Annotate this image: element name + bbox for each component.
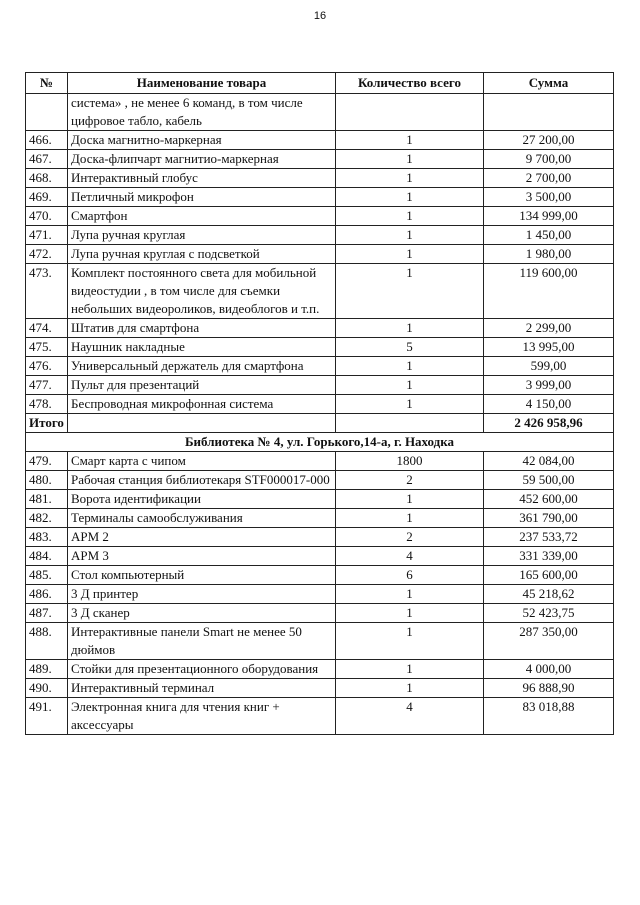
cell-name: Комплект постоянного света для мобильной видеостудии , в том числе для съемки небольших видеороликов, видеоблогов и т.п.: [68, 264, 336, 319]
cell-num: 469.: [26, 188, 68, 207]
cell-sum: 1 450,00: [484, 226, 614, 245]
cell-sum: 96 888,90: [484, 679, 614, 698]
cell-num: 470.: [26, 207, 68, 226]
cell-name: система» , не менее 6 команд, в том числе цифровое табло, кабель: [68, 94, 336, 131]
cell-name: Смарт карта с чипом: [68, 452, 336, 471]
cell-sum: 52 423,75: [484, 604, 614, 623]
cell-sum: 4 150,00: [484, 395, 614, 414]
cell-qty: 1: [336, 319, 484, 338]
cell-qty: 1: [336, 226, 484, 245]
cell-qty: 1800: [336, 452, 484, 471]
table-row: [26, 264, 614, 319]
cell-qty: 1: [336, 509, 484, 528]
total-label: Итого: [26, 414, 68, 433]
cell-num: 468.: [26, 169, 68, 188]
cell-name: Пульт для презентаций: [68, 376, 336, 395]
table-row: [26, 357, 614, 376]
cell-sum: 59 500,00: [484, 471, 614, 490]
cell-name: Доска магнитно-маркерная: [68, 131, 336, 150]
cell-qty: 1: [336, 623, 484, 660]
cell-name: Электронная книга для чтения книг + аксессуары: [68, 698, 336, 735]
cell-sum: 361 790,00: [484, 509, 614, 528]
cell-sum: 3 500,00: [484, 188, 614, 207]
table-row: [26, 547, 614, 566]
cell-qty: 6: [336, 566, 484, 585]
section-row: [26, 433, 614, 452]
cell-sum: 9 700,00: [484, 150, 614, 169]
cell-name: Смартфон: [68, 207, 336, 226]
cell-name: Наушник накладные: [68, 338, 336, 357]
cell-sum: 134 999,00: [484, 207, 614, 226]
header-name: Наименование товара: [68, 73, 336, 94]
cell-name: Стойки для презентационного оборудования: [68, 660, 336, 679]
cell-qty: 1: [336, 150, 484, 169]
table-row: [26, 490, 614, 509]
cell-qty: 1: [336, 264, 484, 319]
cell-num: 478.: [26, 395, 68, 414]
header-sum: Сумма: [484, 73, 614, 94]
cell-name: Доска-флипчарт магнитио-маркерная: [68, 150, 336, 169]
cell-num: 487.: [26, 604, 68, 623]
cell-num: 471.: [26, 226, 68, 245]
cell-num: 472.: [26, 245, 68, 264]
cell-name: Терминалы самообслуживания: [68, 509, 336, 528]
cell-sum: 3 999,00: [484, 376, 614, 395]
cell-num: 473.: [26, 264, 68, 319]
cell-sum: 119 600,00: [484, 264, 614, 319]
table-row: [26, 150, 614, 169]
table-row: [26, 452, 614, 471]
cell-qty: [336, 94, 484, 131]
cell-name: Лупа ручная круглая: [68, 226, 336, 245]
cell-qty: 4: [336, 698, 484, 735]
table-row: [26, 207, 614, 226]
cell-name: [68, 414, 336, 433]
table-row: [26, 338, 614, 357]
cell-qty: 1: [336, 357, 484, 376]
cell-name: Рабочая станция библиотекаря STF000017-000: [68, 471, 336, 490]
table-row: [26, 623, 614, 660]
cell-qty: 1: [336, 395, 484, 414]
table-row: [26, 566, 614, 585]
cell-num: 491.: [26, 698, 68, 735]
cell-num: 476.: [26, 357, 68, 376]
table-row: [26, 169, 614, 188]
cell-name: АРМ 2: [68, 528, 336, 547]
cell-num: 477.: [26, 376, 68, 395]
page-number: 16: [313, 10, 327, 22]
cell-sum: 287 350,00: [484, 623, 614, 660]
cell-num: 481.: [26, 490, 68, 509]
cell-name: 3 Д принтер: [68, 585, 336, 604]
cell-name: Универсальный держатель для смартфона: [68, 357, 336, 376]
cell-sum: 2 299,00: [484, 319, 614, 338]
cell-sum: 45 218,62: [484, 585, 614, 604]
cell-qty: [336, 414, 484, 433]
cell-sum: 83 018,88: [484, 698, 614, 735]
continuation-row: [26, 94, 614, 131]
cell-sum: [484, 94, 614, 131]
cell-qty: 1: [336, 604, 484, 623]
cell-num: 490.: [26, 679, 68, 698]
cell-num: 489.: [26, 660, 68, 679]
cell-name: Интерактивный терминал: [68, 679, 336, 698]
cell-sum: 237 533,72: [484, 528, 614, 547]
table-row: [26, 245, 614, 264]
table-row: [26, 509, 614, 528]
cell-num: [26, 94, 68, 131]
cell-sum: 2 700,00: [484, 169, 614, 188]
cell-sum: 452 600,00: [484, 490, 614, 509]
cell-qty: 1: [336, 490, 484, 509]
cell-name: Петличный микрофон: [68, 188, 336, 207]
cell-qty: 1: [336, 131, 484, 150]
table-row: [26, 226, 614, 245]
cell-num: 475.: [26, 338, 68, 357]
cell-qty: 1: [336, 169, 484, 188]
cell-num: 488.: [26, 623, 68, 660]
header-num: №: [26, 73, 68, 94]
cell-qty: 4: [336, 547, 484, 566]
cell-name: Интерактивный глобус: [68, 169, 336, 188]
cell-name: Ворота идентификации: [68, 490, 336, 509]
table-row: [26, 604, 614, 623]
cell-sum: 599,00: [484, 357, 614, 376]
table-row: [26, 660, 614, 679]
cell-qty: 1: [336, 660, 484, 679]
table-row: [26, 131, 614, 150]
cell-num: 485.: [26, 566, 68, 585]
cell-sum: 4 000,00: [484, 660, 614, 679]
cell-qty: 2: [336, 528, 484, 547]
cell-name: АРМ 3: [68, 547, 336, 566]
cell-name: Стол компьютерный: [68, 566, 336, 585]
cell-name: 3 Д сканер: [68, 604, 336, 623]
cell-num: 484.: [26, 547, 68, 566]
total-row: [26, 414, 614, 433]
cell-qty: 1: [336, 679, 484, 698]
cell-num: 479.: [26, 452, 68, 471]
section-title: Библиотека № 4, ул. Горького,14-а, г. Находка: [26, 433, 614, 452]
cell-num: 483.: [26, 528, 68, 547]
table-row: [26, 471, 614, 490]
total-sum: 2 426 958,96: [484, 414, 614, 433]
goods-table: [25, 72, 614, 735]
cell-num: 486.: [26, 585, 68, 604]
table-row: [26, 319, 614, 338]
cell-qty: 5: [336, 338, 484, 357]
cell-sum: 13 995,00: [484, 338, 614, 357]
table-row: [26, 188, 614, 207]
table-row: [26, 679, 614, 698]
table-row: [26, 585, 614, 604]
cell-qty: 1: [336, 245, 484, 264]
cell-sum: 42 084,00: [484, 452, 614, 471]
cell-name: Лупа ручная круглая с подсветкой: [68, 245, 336, 264]
table-row: [26, 376, 614, 395]
cell-qty: 1: [336, 188, 484, 207]
table-header-row: [26, 73, 614, 94]
cell-num: 466.: [26, 131, 68, 150]
table-row: [26, 698, 614, 735]
cell-sum: 27 200,00: [484, 131, 614, 150]
cell-qty: 1: [336, 207, 484, 226]
header-qty: Количество всего: [336, 73, 484, 94]
cell-name: Интерактивные панели Smart не менее 50 дюймов: [68, 623, 336, 660]
cell-num: 480.: [26, 471, 68, 490]
cell-sum: 1 980,00: [484, 245, 614, 264]
cell-num: 482.: [26, 509, 68, 528]
cell-num: 474.: [26, 319, 68, 338]
cell-qty: 1: [336, 376, 484, 395]
cell-name: Беспроводная микрофонная система: [68, 395, 336, 414]
cell-sum: 331 339,00: [484, 547, 614, 566]
cell-num: 467.: [26, 150, 68, 169]
table-row: [26, 528, 614, 547]
cell-qty: 2: [336, 471, 484, 490]
cell-sum: 165 600,00: [484, 566, 614, 585]
cell-name: Штатив для смартфона: [68, 319, 336, 338]
cell-qty: 1: [336, 585, 484, 604]
table-row: [26, 395, 614, 414]
